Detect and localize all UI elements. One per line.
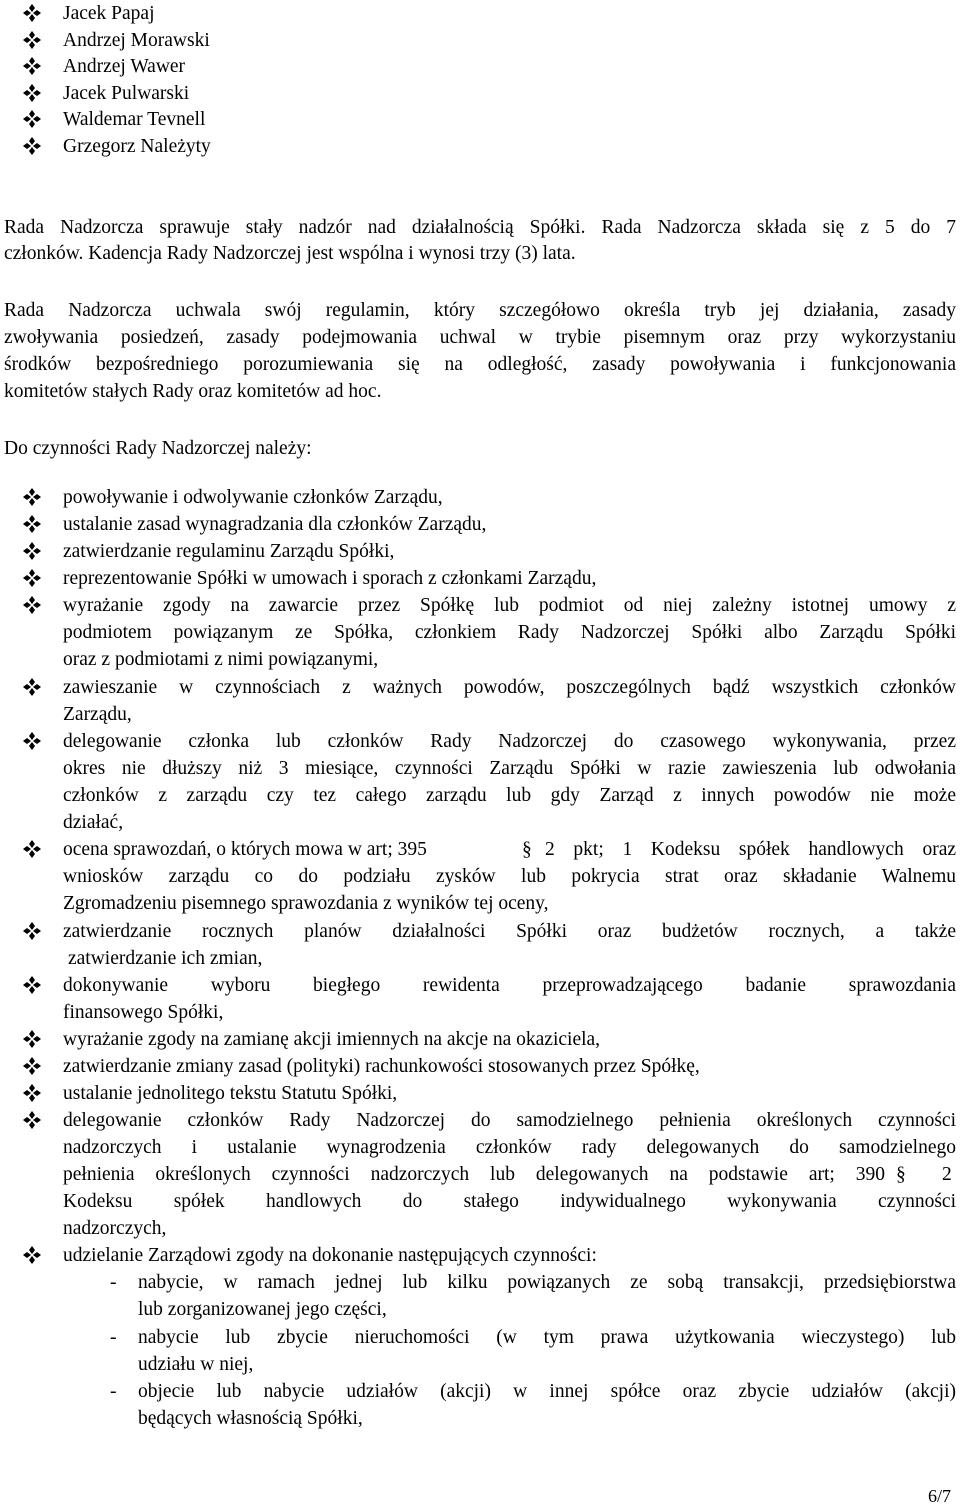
list-item-text: oraz z podmiotami z nimi powiązanymi,	[63, 649, 379, 670]
list-item-text: 2	[942, 1164, 952, 1185]
list-item-text: reprezentowanie Spółki w umowach i sporach z członkami Zarządu,	[63, 568, 597, 589]
list-item	[0, 538, 960, 565]
bullet-icon	[22, 56, 42, 76]
bullet-icon	[22, 487, 42, 507]
list-item-text: zawieszanie w czynnościach z ważnych powodów, poszczególnych bądź wszystkich członków	[63, 677, 956, 698]
text-line: Rada Nadzorcza sprawuje stały nadzór nad działalnością Spółki. Rada Nadzorcza składa się z 5 do 7	[4, 217, 956, 238]
list-item-text: zatwierdzanie regulaminu Zarządu Spółki,	[63, 541, 395, 562]
list-item-text: ustalanie jednolitego tekstu Statutu Spółki,	[63, 1083, 398, 1104]
dash-marker: -	[110, 1381, 117, 1402]
page-number: 6/7	[928, 1486, 952, 1506]
list-item-text: dokonywanie wyboru biegłego rewidenta przeprowadzającego badanie sprawozdania	[63, 975, 956, 996]
bullet-icon	[22, 1083, 42, 1103]
bullet-icon	[22, 541, 42, 561]
list-item-text: wyrażanie zgody na zamianę akcji imiennych na akcje na okaziciela,	[63, 1029, 601, 1050]
sub-item-text: nabycie lub zbycie nieruchomości (w tym prawa użytkowania wieczystego) lub	[138, 1327, 956, 1348]
list-item-text: wyrażanie zgody na zawarcie przez Spółkę lub podmiot od niej zależny istotnej umowy z	[63, 595, 956, 616]
duties-heading: Do czynności Rady Nadzorczej należy:	[4, 438, 312, 459]
list-item	[0, 674, 960, 701]
text-line: Rada Nadzorcza uchwala swój regulamin, który szczegółowo określa tryb jej działania, zasady	[4, 300, 956, 321]
bullet-icon	[22, 3, 42, 23]
list-item-text: działać,	[63, 812, 124, 833]
text-line: środków bezpośredniego porozumiewania się na odległość, zasady powoływania i funkcjonowania	[4, 354, 956, 375]
bullet-icon	[22, 30, 42, 50]
list-item-text: ocena sprawozdań, o których mowa w art; 395	[63, 839, 427, 860]
sub-item-text: objecie lub nabycie udziałów (akcji) w innej spółce oraz zbycie udziałów (akcji)	[138, 1381, 956, 1402]
sub-item-text: udziału w niej,	[138, 1354, 254, 1375]
list-item-text: powoływanie i odwolywanie członków Zarządu,	[63, 487, 443, 508]
list-item-text: nadzorczych i ustalanie wynagrodzenia członków rady delegowanych do samodzielnego	[63, 1137, 956, 1158]
list-item	[0, 1080, 960, 1107]
sub-list-item	[0, 1324, 960, 1351]
list-item	[0, 1107, 960, 1134]
list-item-text: zatwierdzanie zmiany zasad (polityki) rachunkowości stosowanych przez Spółkę,	[63, 1056, 700, 1077]
list-item-text: Zarządu,	[63, 704, 132, 725]
list-item-text: podmiotem powiązanym ze Spółka, członkiem Rady Nadzorczej Spółki albo Zarządu Spółki	[63, 622, 956, 643]
sub-list-item	[0, 1269, 960, 1296]
sub-item-text: lub zorganizowanej jego części,	[138, 1299, 387, 1320]
list-item	[0, 565, 960, 592]
list-item	[0, 80, 960, 107]
list-item	[0, 106, 960, 133]
list-item-text: pełnienia określonych czynności nadzorczych lub delegowanych na podstawie art; 390	[63, 1164, 885, 1185]
list-item	[0, 972, 960, 999]
list-item	[0, 728, 960, 755]
dash-marker: -	[110, 1272, 117, 1293]
list-item-text: członków z zarządu czy tez całego zarządu lub gdy Zarząd z innych powodów nie może	[63, 785, 956, 806]
list-item-text: okres nie dłuższy niż 3 miesiące, czynności Zarządu Spółki w razie zawieszenia lub odwołania	[63, 758, 956, 779]
list-item	[0, 27, 960, 54]
bullet-icon	[22, 677, 42, 697]
list-item-continuation	[0, 1161, 960, 1188]
bullet-icon	[22, 1056, 42, 1076]
list-item	[0, 1242, 960, 1269]
member-name: Jacek Papaj	[63, 3, 155, 24]
list-item-text: ustalanie zasad wynagradzania dla członków Zarządu,	[63, 514, 487, 535]
text-line: komitetów stałych Rady oraz komitetów ad hoc.	[4, 381, 382, 402]
list-item	[0, 0, 960, 27]
bullet-icon	[22, 731, 42, 751]
list-item-text: wniosków zarządu co do podziału zysków lub pokrycia strat oraz składanie Walnemu	[63, 866, 956, 887]
list-item	[0, 133, 960, 160]
bullet-icon	[22, 83, 42, 103]
bullet-icon	[22, 1245, 42, 1265]
section-sign: §	[522, 839, 532, 860]
list-item-text: Kodeksu spółek handlowych do stałego indywidualnego wykonywania czynności	[63, 1191, 956, 1212]
dash-marker: -	[110, 1327, 117, 1348]
list-item	[0, 511, 960, 538]
list-item	[0, 836, 960, 863]
list-item-text: zatwierdzanie rocznych planów działalności Spółki oraz budżetów rocznych, a także	[63, 921, 956, 942]
list-item-text: Zgromadzeniu pisemnego sprawozdania z wyników tej oceny,	[63, 893, 549, 914]
list-item-text: nadzorczych,	[63, 1218, 167, 1239]
member-name: Andrzej Wawer	[63, 56, 186, 77]
member-name: Jacek Pulwarski	[63, 83, 190, 104]
bullet-icon	[22, 1110, 42, 1130]
sub-item-text: będących własnością Spółki,	[138, 1408, 363, 1429]
list-item	[0, 53, 960, 80]
list-item-text: finansowego Spółki,	[63, 1002, 224, 1023]
bullet-icon	[22, 568, 42, 588]
section-sign: §	[896, 1164, 906, 1185]
bullet-icon	[22, 595, 42, 615]
list-item-text: zatwierdzanie ich zmian,	[68, 948, 263, 969]
text-line: członków. Kadencja Rady Nadzorczej jest wspólna i wynosi trzy (3) lata.	[4, 243, 576, 264]
list-item-text: delegowanie członka lub członków Rady Nadzorczej do czasowego wykonywania, przez	[63, 731, 956, 752]
member-name: Grzegorz Należyty	[63, 136, 211, 157]
text-line: zwoływania posiedzeń, zasady podejmowania uchwal w trybie pisemnym oraz przy wykorzystaniu	[4, 327, 956, 348]
sub-list-item	[0, 1378, 960, 1405]
list-item-text: delegowanie członków Rady Nadzorczej do samodzielnego pełnienia określonych czynności	[63, 1110, 956, 1131]
member-name: Waldemar Tevnell	[63, 109, 206, 130]
bullet-icon	[22, 109, 42, 129]
list-item	[0, 484, 960, 511]
bullet-icon	[22, 921, 42, 941]
bullet-icon	[22, 975, 42, 995]
bullet-icon	[22, 839, 42, 859]
list-item	[0, 918, 960, 945]
bullet-icon	[22, 514, 42, 534]
bullet-icon	[22, 1029, 42, 1049]
list-item-text: udzielanie Zarządowi zgody na dokonanie następujących czynności:	[63, 1245, 597, 1266]
sub-item-text: nabycie, w ramach jednej lub kilku powiązanych ze sobą transakcji, przedsiębiorstwa	[138, 1272, 956, 1293]
list-item	[0, 1053, 960, 1080]
bullet-icon	[22, 136, 42, 156]
member-name: Andrzej Morawski	[63, 30, 210, 51]
list-item	[0, 592, 960, 619]
list-item	[0, 1026, 960, 1053]
list-item-text: 2 pkt; 1 Kodeksu spółek handlowych oraz	[545, 839, 956, 860]
